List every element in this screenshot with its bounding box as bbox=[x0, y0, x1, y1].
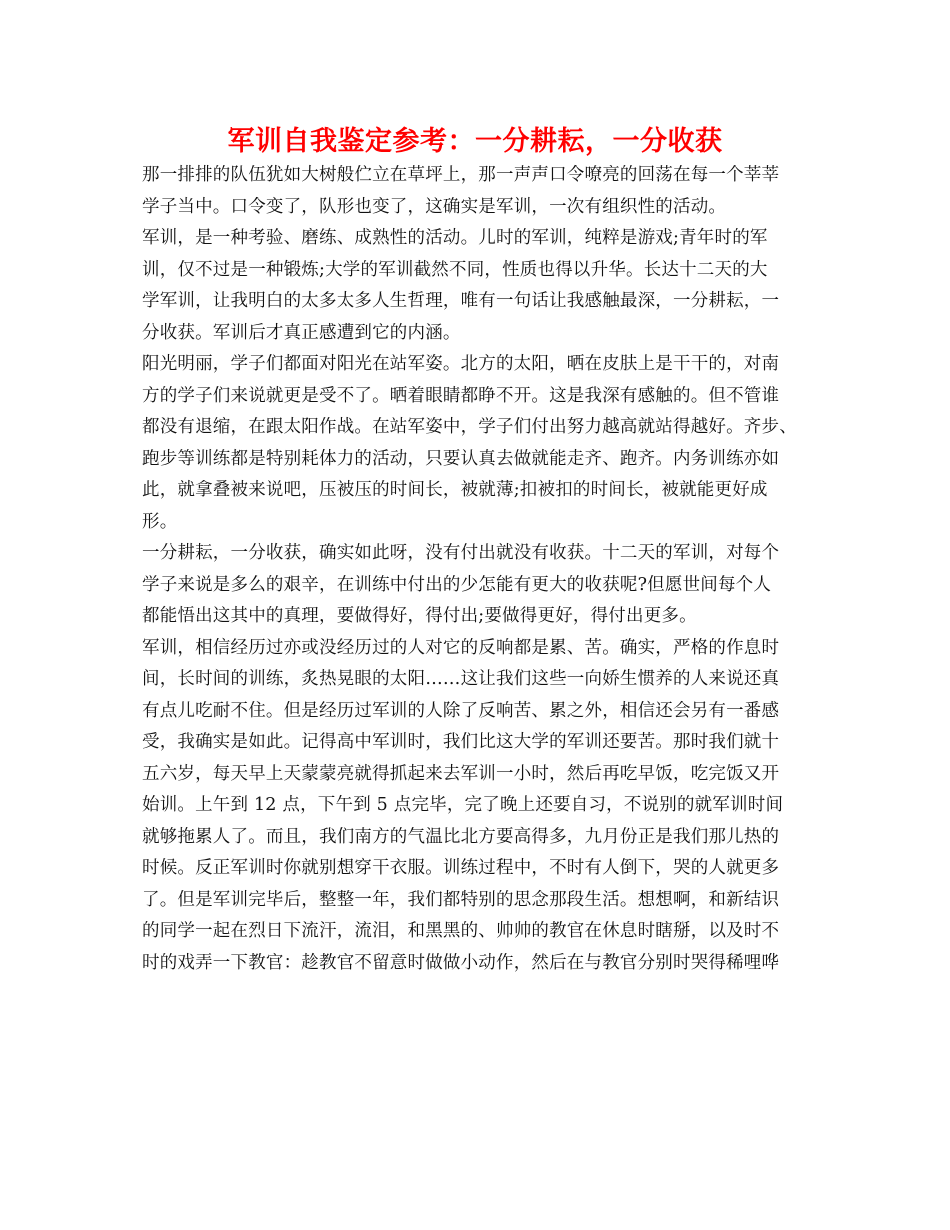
paragraph-3 bbox=[142, 349, 814, 538]
text-line: 形。 bbox=[142, 511, 178, 532]
text-line: 那一排排的队伍犹如大树般伫立在草坪上，那一声声口令嘹亮的回荡在每一个莘莘 bbox=[142, 165, 780, 185]
text-line: 阳光明丽，学子们都面对阳光在站军姿。北方的太阳，晒在皮肤上是干干的，对南 bbox=[142, 354, 780, 374]
text-line: 都能悟出这其中的真理，要做得好，得付出;要做得更好，得付出更多。 bbox=[142, 606, 697, 626]
text-line: 学子当中。口令变了，队形也变了，这确实是军训，一次有组织性的活动。 bbox=[142, 196, 727, 217]
text-line: 学子来说是多么的艰辛，在训练中付出的少怎能有更大的收获呢?但愿世间每个人 bbox=[142, 574, 772, 595]
paragraph-2 bbox=[142, 223, 814, 349]
text-line: 有点儿吃耐不住。但是经历过军训的人除了反响苦、累之外，相信还会另有一番感 bbox=[142, 700, 780, 721]
text-line: 分收获。军训后才真正感遭到它的内涵。 bbox=[142, 322, 461, 343]
document-body bbox=[142, 160, 814, 979]
paragraph-4 bbox=[142, 538, 814, 633]
text-line: 时的戏弄一下教官：趁教官不留意时做做小动作，然后在与教官分别时哭得稀哩哗 bbox=[142, 952, 780, 973]
text-line: 跑步等训练都是特别耗体力的活动，只要认真去做就能走齐、跑齐。内务训练亦如 bbox=[142, 448, 780, 469]
text-line: 训，仅不过是一种锻炼;大学的军训截然不同，性质也得以升华。长达十二天的大 bbox=[142, 259, 768, 280]
text-line: 时候。反正军训时你就别想穿干衣服。训练过程中，不时有人倒下，哭的人就更多 bbox=[142, 858, 780, 878]
text-line: 的同学一起在烈日下流汗，流泪，和黑黑的、帅帅的教官在休息时瞎掰，以及时不 bbox=[142, 921, 780, 941]
text-line: 间，长时间的训练，炙热晃眼的太阳……这让我们这些一向娇生惯养的人来说还真 bbox=[142, 669, 780, 689]
text-line: 始训。上午到 12 点，下午到 5 点完毕，完了晚上还要自习，不说别的就军训时间 bbox=[142, 795, 784, 815]
text-line: 军训，是一种考验、磨练、成熟性的活动。儿时的军训，纯粹是游戏;青年时的军 bbox=[142, 228, 768, 248]
document-title: 军训自我鉴定参考：一分耕耘，一分收获 bbox=[227, 126, 723, 157]
text-line: 受，我确实是如此。记得高中军训时，我们比这大学的军训还要苦。那时我们就十 bbox=[142, 732, 780, 752]
text-line: 方的学子们来说就更是受不了。晒着眼睛都睁不开。这是我深有感触的。但不管谁 bbox=[142, 385, 780, 406]
paragraph-5 bbox=[142, 633, 814, 980]
text-line: 就够拖累人了。而且，我们南方的气温比北方要高得多，九月份正是我们那儿热的 bbox=[142, 826, 780, 847]
text-line: 都没有退缩，在跟太阳作战。在站军姿中，学子们付出努力越高就站得越好。齐步、 bbox=[142, 417, 797, 437]
text-line: 五六岁，每天早上天蒙蒙亮就得抓起来去军训一小时，然后再吃早饭，吃完饭又开 bbox=[142, 763, 780, 784]
text-line: 一分耕耘，一分收获，确实如此呀，没有付出就没有收获。十二天的军训，对每个 bbox=[142, 543, 780, 563]
text-line: 军训，相信经历过亦或没经历过的人对它的反响都是累、苦。确实，严格的作息时 bbox=[142, 637, 780, 658]
paragraph-1 bbox=[142, 160, 814, 223]
text-line: 此，就拿叠被来说吧，压被压的时间长，被就薄;扣被扣的时间长，被就能更好成 bbox=[142, 480, 768, 500]
text-line: 了。但是军训完毕后，整整一年，我们都特别的思念那段生活。想想啊，和新结识 bbox=[142, 889, 780, 910]
text-line: 学军训，让我明白的太多太多人生哲理，唯有一句话让我感触最深，一分耕耘，一 bbox=[142, 291, 780, 311]
